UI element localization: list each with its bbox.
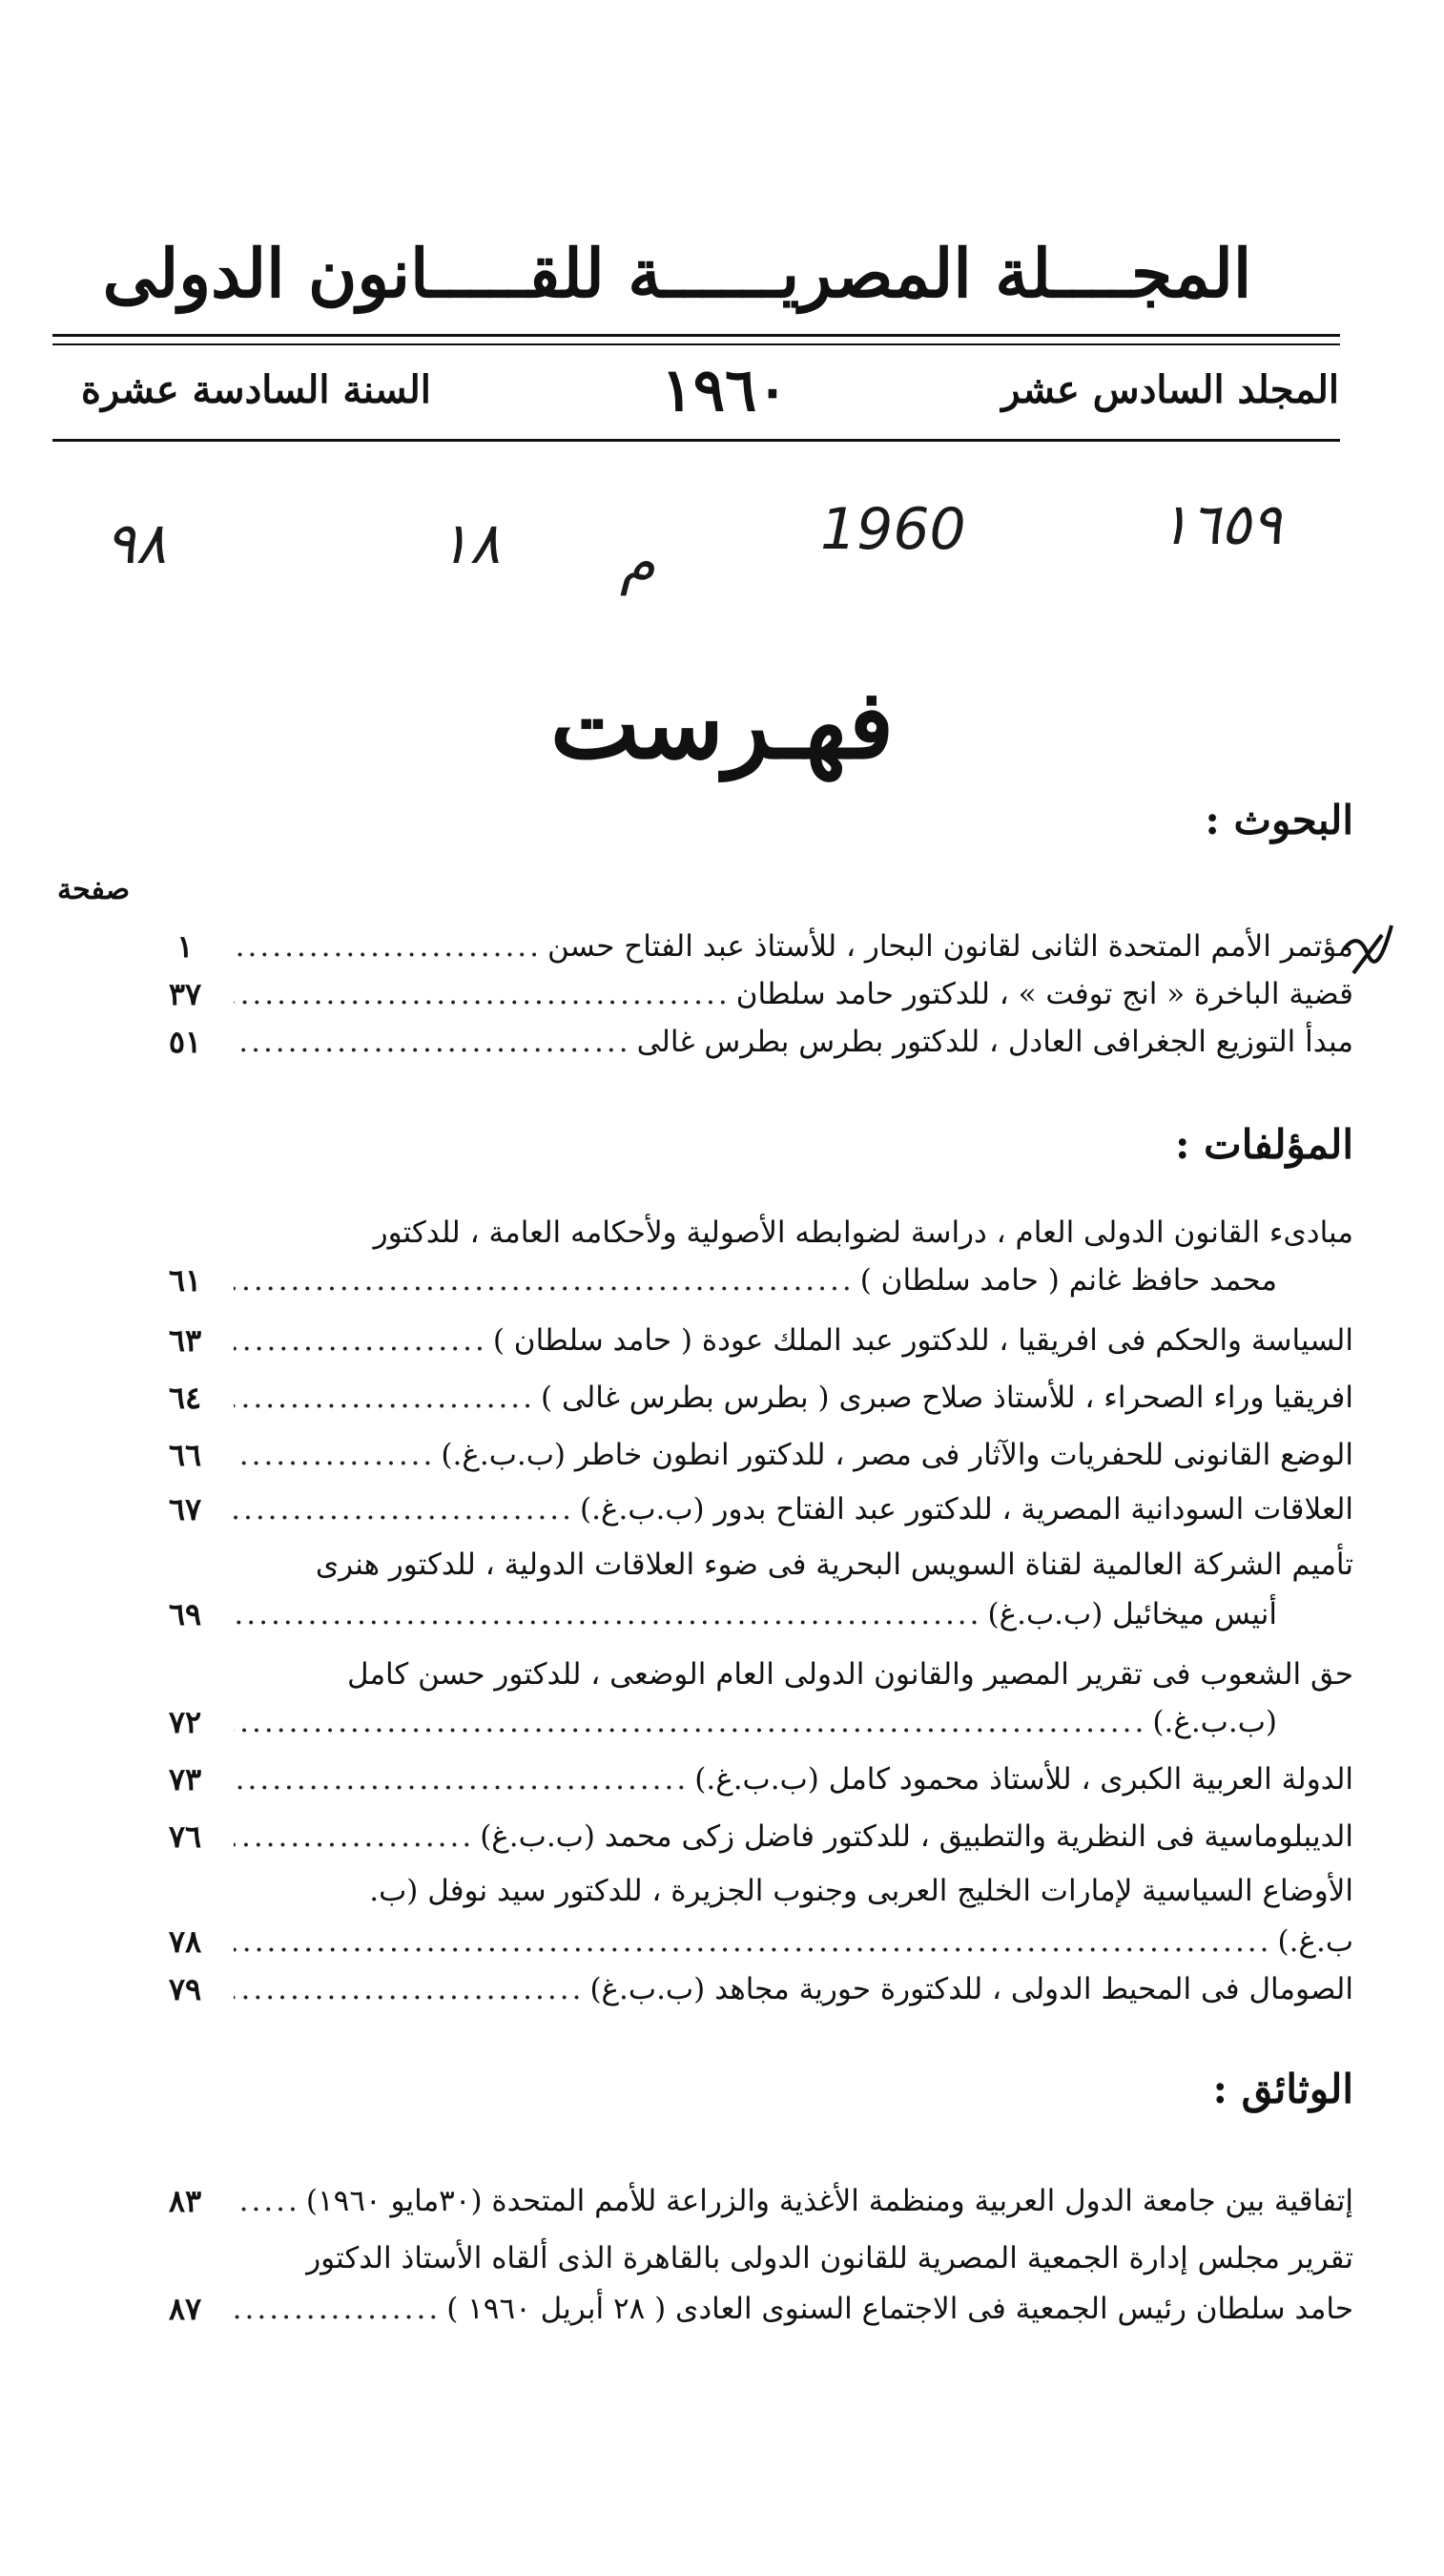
header-rule-bottom: [52, 439, 1340, 442]
entry-title: الصومال فى المحيط الدولى ، للدكتورة حورية مجاهد (ب.ب.غ): [589, 1972, 1353, 2006]
entry-title: إتفاقية بين جامعة الدول العربية ومنظمة الأغذية والزراعة للأمم المتحدة (٣٠مايو ١٩٦٠): [305, 2184, 1353, 2218]
toc-entry[interactable]: [142, 1374, 1353, 1422]
handwritten-note-3: م: [620, 530, 656, 596]
leader-dots: [234, 923, 542, 970]
entry-first-line: الأوضاع السياسية لإمارات الخليج العربى وجنوب الجزيرة ، للدكتور سيد نوفل (ب.: [369, 1874, 1353, 1908]
leader-dots: [234, 1965, 584, 2013]
entry-title: ب.غ.): [1277, 1924, 1353, 1959]
toc-title: فهـرست: [549, 668, 895, 780]
toc-entry[interactable]: [142, 2285, 1353, 2333]
entry-page: ٦٧: [168, 1491, 202, 1527]
header-rule-top: [52, 334, 1340, 337]
toc-entry[interactable]: [142, 1317, 1353, 1364]
toc-entry[interactable]: [142, 1485, 1353, 1533]
entry-title: الدولة العربية الكبرى ، للأستاذ محمود كامل (ب.ب.غ.): [694, 1762, 1353, 1797]
leader-dots: [234, 1431, 435, 1479]
handwritten-note-5: ٩٨: [105, 510, 167, 577]
page-column-label: صفحة: [57, 873, 131, 906]
entry-page: ٦٩: [168, 1596, 202, 1632]
entry-page: ٧٨: [168, 1923, 202, 1960]
entry-page: ٧٩: [168, 1971, 202, 2007]
entry-page: ٣٧: [168, 976, 202, 1012]
entry-page: ٥١: [168, 1024, 202, 1060]
entry-title: حامد سلطان رئيس الجمعية فى الاجتماع السنوى العادى ( ٢٨ أبريل ١٩٦٠ ): [446, 2292, 1353, 2326]
year-label: السنة السادسة عشرة: [81, 367, 431, 412]
entry-page: ٧٢: [168, 1704, 202, 1740]
toc-entry[interactable]: [142, 1018, 1353, 1066]
toc-entry[interactable]: [142, 1813, 1353, 1860]
entry-page: ٧٣: [168, 1761, 202, 1797]
toc-entry[interactable]: [142, 1698, 1277, 1746]
section-heading-books: المؤلفات :: [1175, 1121, 1353, 1168]
toc-entry[interactable]: [142, 1965, 1353, 2013]
entry-title: مؤتمر الأمم المتحدة الثانى لقانون البحار ، للأستاذ عبد الفتاح حسن: [547, 929, 1353, 964]
entry-title: قضية الباخرة « انج توفت » ، للدكتور حامد سلطان: [735, 977, 1353, 1011]
entry-page: ٨٣: [168, 2183, 202, 2219]
header-rule-top-inner: [52, 343, 1340, 345]
leader-dots: [234, 1590, 982, 1638]
toc-entry[interactable]: [142, 1918, 1353, 1965]
leader-dots: [234, 2177, 300, 2225]
leader-dots: [234, 1317, 487, 1364]
entry-first-line: تقرير مجلس إدارة الجمعية المصرية للقانون الدولى بالقاهرة الذى ألقاه الأستاذ الدكتور: [306, 2241, 1353, 2275]
entry-first-line: تأميم الشركة العالمية لقناة السويس البحرية فى ضوء العلاقات الدولية ، للدكتور هنرى: [315, 1548, 1353, 1582]
volume-label: المجلد السادس عشر: [1001, 367, 1339, 412]
journal-title: المجــــلة المصريــــــة للقـــــانون الدولى: [102, 234, 1252, 313]
toc-entry[interactable]: [142, 1590, 1277, 1638]
entry-title: السياسة والحكم فى افريقيا ، للدكتور عبد الملك عودة ( حامد سلطان ): [492, 1323, 1353, 1358]
leader-dots: [234, 1485, 574, 1533]
entry-title: محمد حافظ غانم ( حامد سلطان ): [859, 1263, 1277, 1298]
entry-page: ٦٤: [168, 1380, 202, 1416]
section-heading-research: البحوث :: [1205, 797, 1353, 843]
leader-dots: [234, 1018, 631, 1066]
leader-dots: [234, 2285, 441, 2333]
entry-first-line: حق الشعوب فى تقرير المصير والقانون الدولى العام الوضعى ، للدكتور حسن كامل: [346, 1657, 1353, 1692]
leader-dots: [234, 1257, 855, 1304]
entry-title: الديبلوماسية فى النظرية والتطبيق ، للدكتور فاضل زكى محمد (ب.ب.غ): [480, 1819, 1353, 1854]
year: ١٩٦٠: [661, 355, 789, 425]
toc-entry[interactable]: [142, 1257, 1277, 1304]
entry-title: مبدأ التوزيع الجغرافى العادل ، للدكتور بطرس بطرس غالى: [636, 1025, 1353, 1059]
entry-page: ٧٦: [168, 1818, 202, 1855]
leader-dots: [234, 1755, 689, 1803]
entry-title: (ب.ب.غ.): [1152, 1705, 1277, 1739]
entry-title: أنيس ميخائيل (ب.ب.غ): [987, 1597, 1277, 1631]
entry-page: ٨٧: [168, 2291, 202, 2327]
toc-entry[interactable]: [142, 1431, 1353, 1479]
entry-title: افريقيا وراء الصحراء ، للأستاذ صلاح صبرى ( بطرس بطرس غالى ): [541, 1381, 1353, 1415]
toc-entry[interactable]: [142, 970, 1353, 1018]
leader-dots: [234, 1374, 535, 1422]
entry-page: ٦٦: [168, 1437, 202, 1473]
entry-page: ٦٣: [168, 1322, 202, 1359]
toc-entry[interactable]: [142, 2177, 1353, 2225]
leader-dots: [234, 970, 731, 1018]
toc-entry[interactable]: [142, 923, 1353, 970]
handwritten-note-2: 1960: [820, 496, 966, 563]
leader-dots: [234, 1918, 1272, 1965]
handwritten-note-1: ١٦٥٩: [1159, 491, 1282, 558]
entry-page: ١: [176, 928, 194, 965]
entry-page: ٦١: [168, 1262, 202, 1298]
entry-title: الوضع القانونى للحفريات والآثار فى مصر ، للدكتور انطون خاطر (ب.ب.غ.): [441, 1438, 1353, 1472]
leader-dots: [234, 1813, 474, 1860]
entry-first-line: مبادىء القانون الدولى العام ، دراسة لضوابطه الأصولية ولأحكامه العامة ، للدكتور: [373, 1215, 1353, 1250]
leader-dots: [234, 1698, 1146, 1746]
section-heading-documents: الوثائق :: [1212, 2066, 1353, 2112]
handwritten-note-4: ١٨: [439, 510, 501, 577]
entry-title: العلاقات السودانية المصرية ، للدكتور عبد الفتاح بدور (ب.ب.غ.): [580, 1492, 1353, 1527]
toc-entry[interactable]: [142, 1755, 1353, 1803]
